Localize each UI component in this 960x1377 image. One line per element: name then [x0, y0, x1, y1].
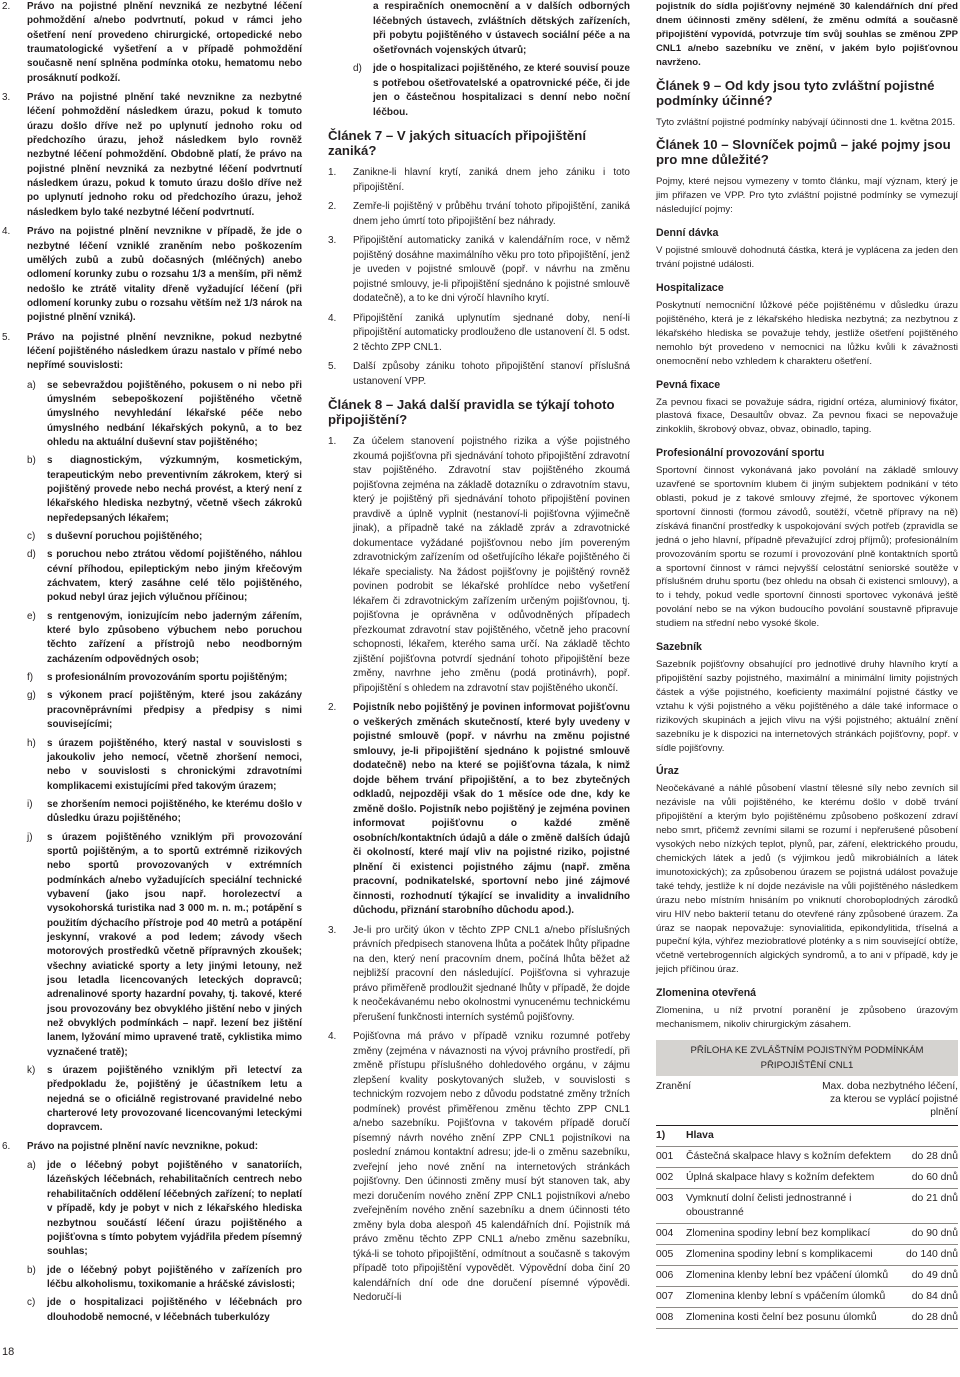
col-header-injury: Zranění: [656, 1080, 692, 1092]
table-row: 007 Zlomenina klenby lební s vpáčením úlomků do 84 dnů: [656, 1287, 958, 1308]
definition-text: Zlomenina, u níž prvotní poranění je způsobeno úrazovým mechanismem, nikoliv chirurgickým zásahem.: [656, 1005, 958, 1031]
art7-clause-3: 3. Připojištění automaticky zaniká v kalendářním roce, v němž pojištěný dosáhne maximálního věku pro toto připojištění, jenž je uveden v pojistné smlouvě (popř. v návrhu na změnu pojistné smlouvy, je-li připojištění sjednáno k pojistné smlouvě dodatečně), a to ke dni výročí hlavního krytí.: [328, 235, 630, 304]
definition-text: Poskytnutí nemocniční lůžkové péče pojištěnému v důsledku úrazu pojištěného, která je z lékařského hlediska nezbytná; za nezbytnou z lékařského hlediska se považuje tehdy, jestliže ošetření pojištěného nemohlo být provedeno v nemocnici na lůžku kvůli k závažnosti onemocnění nebo vzhledem k charakteru ošetření.: [656, 299, 958, 367]
art8-clause-2: 2. Pojistník nebo pojištěný je povinen informovat pojišťovnu o veškerých změnách skutečností, které byly uvedeny v pojistné smlouvě (popř. v návrhu na změnu pojistné smlouvy, je-li připojištění sjednáno k pojistné smlouvě dodatečně) nebo na které se pojišťovna tázala, k nimž dojde během trvání připojištění, a to bez zbytečných odkladů, nejpozději však do 1 měsíce ode dne, kdy ke změně došlo. Pojistník nebo pojištěný je zejména povinen informovat pojišťovnu o každé změně osobních/kontaktních údajů a dále o změně dalších údajů či okolností, které mají vliv na pojistné riziko, pojistné plnění či existenci pojistného zájmu (např. změna pracovní, podnikatelské, sportovní nebo jiné zájmové činnosti, rozhodnutí týkající se invalidity a invalidního důchodu, přiznání starobního důchodu apod.).: [328, 702, 630, 916]
clause-5: 5. Právo na pojistné plnění nevznikne, pokud nezbytné léčení pojištěného následkem úrazu nastalo v přímé nebo nepřímé souvislosti:: [2, 331, 302, 372]
clause-5a: a) se sebevraždou pojištěného, pokusem o ni nebo při úmyslném sebepoškození pojištěného včetně úmyslného nevyhledání lékařské péče nebo úmyslného nedbání lékařských pokynů, a to bez ohledu na aktuální duševní stav pojištěného;: [27, 379, 302, 448]
art8-clause-4: 4. Pojišťovna má právo v případě vzniku rozumné potřeby změny (zejména v návaznosti na vývoj právního prostředí, při změně přístupu příslušného dohledového orgánu, v zájmu zlepšení kvality poskytovaných služeb, v souvislosti s technickým rozvojem nebo z důvodu podstatné změny tržních podmínek) provést přiměřenou změnu těchto ZPP CNL1 a/nebo sazebníku. Pojišťovna v takovém případě doručí písemný návrh nového znění ZPP CNL1 pojistníkovi na poslední známou kontaktní adresu; jde-li o změnu sazebníku, zveřejní jeho nové znění na internetových stránkách pojišťovny. Den účinnosti změny musí být stanoven tak, aby mezi doručením nového znění ZPP CNL1 pojistníkovi a/nebo zveřejněním nového znění sazebníku a dnem účinnosti této změny byla doba alespoň 45 kalendářních dní. Pojistník má právo změnu těchto ZPP CNL1 a/nebo změnu sazebníku, týká-li se tohoto připojištění, odmítnout a současně s takovým případě toto připojištění vypovědět. Výpovědní doba činí 20 kalendářních dní ode dne doručení písemné výpovědi. Nedoručí-li: [328, 1031, 630, 1303]
article-10-intro: Pojmy, které nejsou vymezeny v tomto článku, mají význam, který je jim přiřazen ve VPP. Pro tyto zvláštní pojistné podmínky se vymezují následující pojmy:: [656, 176, 958, 216]
table-row: 005 Zlomenina spodiny lební s komplikacemi do 140 dnů: [656, 1245, 958, 1266]
definition-term: Denní dávka: [656, 227, 719, 240]
clause-5k: k) s úrazem pojištěného vzniklým při letectví za předpokladu že, pojištěný je účastníkem letu a nejedná se o oficiálně registrované pravidelné nebo charterové lety provozované licencovanými leteckými dopravcem.: [27, 1065, 302, 1134]
definition-term: Pevná fixace: [656, 378, 721, 391]
art8-clause-3: 3. Je-li pro určitý úkon v těchto ZPP CNL1 a/nebo příslušných právních předpisech stanovena lhůta a počátek lhůty připadne na den, který není pracovním dnem, počíná lhůta běžet až nejbližší pracovní den následující. Pojišťovna si vyhrazuje právo přiměřeně prodloužit sjednané lhůty v případě, že dojde k neočekávanému nebo okolnostmi vynucenému technickému přerušení funkčnosti interních systémů pojišťovny.: [328, 924, 630, 1023]
art7-clause-5: 5. Další způsoby zániku tohoto připojištění stanoví příslušná ustanovení VPP.: [328, 361, 630, 387]
table-row: 002 Úplná skalpace hlavy s kožním defektem do 60 dnů: [656, 1168, 958, 1189]
clause-6c: c) jde o hospitalizaci pojištěného v léčebnách pro dlouhodobě nemocné, v léčebnách tuberkulózy: [27, 1297, 302, 1323]
table-group-row: 1) Hlava: [656, 1125, 958, 1147]
art7-clause-4: 4. Připojištění zaniká uplynutím sjednané doby, není-li připojištění automaticky prodlouženo dle ustanovení čl. 5 odst. 2 těchto ZPP CNL1.: [328, 312, 630, 353]
definition-text: Za pevnou fixaci se považuje sádra, rigidní ortéza, aluminiový fixátor, plastová fixace, Desaultův obvaz. Za pevnou fixaci se nepovažuje zinkoklih, škrobový obvaz, obvaz, obinadlo, taping.: [656, 396, 958, 436]
definition-term: Hospitalizace: [656, 281, 724, 294]
article-9-heading: Článek 9 – Od kdy jsou tyto zvláštní pojistné podmínky účinné?: [656, 77, 935, 108]
table-row: 006 Zlomenina klenby lební bez vpáčení úlomků do 49 dnů: [656, 1266, 958, 1287]
clause-5e: e) s rentgenovým, ionizujícím nebo jaderným zářením, které bylo způsobeno výbuchem nebo poruchou těchto zařízení a přístrojů nebo neodborným zacházením odpovědných osob;: [27, 610, 302, 665]
clause-5j: j) s úrazem pojištěného vzniklým při provozování sportů pojištěným, a to sportů extrémně rizikových nebo sportů provozovaných v extrémních podmínkách a/nebo vyžadujících speciální technické vybavení (jako jsou např. horolezectví a vysokohorská turistika nad 3 000 m. n. m.; potápění s použitím dýchacího přístroje pod 40 metrů a potápění jeskynní, vrakové a pod ledem; závody všech motorových prostředků včetně přípravných zkoušek; všechny aviatické sporty a lety jinými letouny, než jsou letadla licencovaných leteckých dopravců; adrenalinové sporty hazardní povahy, tj. takové, které jsou provozovány bez obvyklého jištění nebo v jiných než obvyklých podmínkách – např. lezení bez jištění lanem, lyžování mimo upravené tratě, cyklistika mimo vyznačené tratě);: [27, 831, 302, 1058]
definition-text: Sazebník pojišťovny obsahující pro jednotlivé druhy hlavního krytí a připojištění sazby pojistného, maximální a minimální limity pojistných částek a výše pojistného, koeficienty maximální pojistné částky ve vztahu k výši pojistného a věku pojištěného a dále také informace o rizikových skupinách a jejich vlivu na výši pojistného; aktuální znění sazebníku je k dispozici na internetových stránkách pojišťovny, popř. v sídle pojišťovny.: [656, 659, 958, 754]
article-8-heading: Článek 8 – Jaká další pravidla se týkají tohoto připojištění?: [328, 397, 615, 427]
clause-6d: d) jde o hospitalizaci pojištěného, ze které souvisí pouze s potřebou ošetřovatelské a opatrovnické péče, či jde jen o částečnou hospitalizaci s denní nebo noční léčbou.: [353, 63, 630, 118]
art8-clause-1: 1. Za účelem stanovení pojistného rizika a výše pojistného zkoumá pojišťovna při sjednávání tohoto připojištění zdravotní stav pojištěného. Zdravotní stav pojištěného zkoumá pojišťovna zejména na základě dotazníku o zdravotním stavu, který je pojištěný při sjednávání tohoto připojištění povinen pravdivě a úplně vyplnit (nestanoví-li pojišťovna výjimečně jinak), a případně také na základě zpráv a zdravotnické dokumentace vyžádané pojišťovnou nebo jím povereným zdravotnickým zařízením od ošetřujícího lékaře pojištěného či lékaře specialisty. Na žádost pojišťovny je pojištěný rovněž povinen podrobit se lékařské prohlídce nebo vyšetření lékařem či zdravotnickým zařízením určeným pojišťovnou, tj. pojišťovna je oprávněna v odůvodněných případech přezkoumat zdravotní stav pojištěného, včetně jeho pracovní schopnosti, lékařem, kterého sama určí. Na základě těchto zjištění pojišťovna potvrdí sjednání tohoto připojištění beze změny, navrhne jeho změnu (podá protinávrh), popř. připojištění s ohledem na zdravotní stav pojištěného ukončí.: [328, 436, 630, 694]
article-7-heading: Článek 7 – V jakých situacích připojištění zaniká?: [328, 128, 586, 158]
definition-text: V pojistné smlouvě dohodnutá částka, která je vyplácena za jeden den trvání pojistné události.: [656, 245, 958, 271]
clause-2: 2. Právo na pojistné plnění nevzniká ze nezbytné léčení pohmoždění a/nebo podvrtnutí, pokud v rámci jeho ošetření není provedeno chirurgické, ortopedické nebo traumatologické vyšetření a v případě pohmoždění současně není splněna podmínka otoku, hematomu nebo prosáknutí podkoží.: [2, 1, 302, 84]
clause-5h: h) s úrazem pojištěného, který nastal v souvislosti s jakoukoliv jeho nemocí, včetně zhoršení nemoci, nebo v souvislosti s chronickými zdravotními komplikacemi existujícími před takovým úrazem;: [27, 737, 302, 792]
annex-table-header: [656, 1080, 958, 1119]
art7-clause-1: 1. Zanikne-li hlavní krytí, zaniká dnem jeho zániku i toto připojištění.: [328, 167, 630, 193]
clause-5i: i) se zhoršením nemoci pojištěného, ke kterému došlo v důsledku úrazu pojištěného;: [27, 798, 302, 825]
table-row: 008 Zlomenina kosti čelní bez posunu úlomků do 28 dnů: [656, 1308, 958, 1329]
clause-3: 3. Právo na pojistné plnění také nevznikne za nezbytné léčení pohmoždění následkem úrazu, pokud k tomuto úrazu došlo dříve než po uplynutí jednoho roku od předchozího úrazu, jehož následkem bylo rovněž nezbytné léčení pohmoždění. Obdobně platí, že právo na pojistné plnění nevzniká za nezbytné léčení podvrtnutí následkem úrazu, pokud k tomuto úrazu došlo dříve než po uplynutí jednoho roku od předchozího úrazu, jehož následkem bylo také nezbytné léčení podvrtnutí.: [2, 92, 302, 218]
clause-5c: c) s duševní poruchou pojištěného;: [27, 531, 203, 543]
clause-6a: a) jde o léčebný pobyt pojištěného v sanatoriích, lázeňských léčebnách, rehabilitačních centrech nebo rehabilitačních oddělení léčebných zařízení; to neplatí v případě, kdy je pobyt v nich z lékařského hlediska nezbytnou součástí léčení úrazu pojištěného a pojišťovna s tímto pobytem vyjádřila předem písemný souhlas;: [27, 1160, 302, 1258]
clause-5f: f) s profesionálním provozováním sportu pojištěným;: [27, 672, 288, 684]
column-middle: [328, 0, 630, 1311]
clause-6b: b) jde o léčebný pobyt pojištěného v zařízeních pro léčbu alkoholismu, toxikomanie a hráčské závislosti;: [27, 1264, 302, 1290]
art7-clause-2: 2. Zemře-li pojištěný v průběhu trvání tohoto připojištění, zaniká dnem jeho úmrtí toto připojištění bez náhrady.: [328, 201, 630, 227]
clause-5b: b) s diagnostickým, výzkumným, kosmetickým, terapeutickým nebo preventivním zákrokem, který si pojištěný provede nebo nechá provést, a který není z lékařského hlediska nezbytný, včetně všech zákroků nepředepsaných lékařem;: [27, 455, 302, 524]
article-10-heading: Článek 10 – Slovníček pojmů – jaké pojmy jsou pro mne důležité?: [656, 137, 951, 168]
table-row: 001 Částečná skalpace hlavy s kožním defektem do 28 dnů: [656, 1147, 958, 1168]
clause-6c-continued: a respiračních onemocnění a v dalších odborných léčebných ústavech, zvláštních dětských zařízeních, při pobytu pojištěného v ústavech sociální péče a na ošetřovnách vojenských útvarů;: [373, 1, 630, 56]
table-row: 003 Vymknutí dolní čelisti jednostranné i oboustranné do 21 dnů: [656, 1189, 958, 1224]
clause-4: 4. Právo na pojistné plnění nevznikne v případě, že jde o nezbytné léčení vzniklé zraněním nebo poškozením umělých zubů a zubů dočasných (mléčných) anebo odlomení korunky zubu o rozsahu 1/3 a menším, při němž nedošlo ke ztrátě vitality dřeně vyžadující léčení (při odlomení korunky zubu o rozsahu větším než 1/3 nárok na pojistné plnění vzniká).: [2, 226, 302, 324]
art8-clause-4-continued: pojistník do sídla pojišťovny nejméně 30 kalendářních dní před dnem účinnosti změny sdělení, že změnu odmítá a současně připojištění vypovídá, potvrzuje tím svůj souhlas se změnou ZPP CNL1 a/nebo sazebníku ve znění, v jakém bylo pojišťovnou navrženo.: [656, 1, 958, 68]
annex-title: PŘÍLOHA KE ZVLÁŠTNÍM POJISTNÝM PODMÍNKÁM PŘIPOJIŠTĚNÍ CNL1: [656, 1040, 958, 1076]
page-number: 18: [2, 1346, 15, 1358]
column-right: [656, 0, 958, 1329]
clause-5d: d) s poruchou nebo ztrátou vědomí pojištěného, náhlou cévní příhodou, epileptickým nebo jiným křečovým záchvatem, který zasáhne celé tělo pojištěného, pokud nebyl úraz jejich výlučnou příčinou;: [27, 549, 302, 604]
clause-5g: g) s výkonem prací pojištěným, které jsou zakázány pracovněprávními předpisy a předpisy s nimi souvisejícími;: [27, 690, 302, 731]
clause-6: 6. Právo na pojistné plnění navíc nevznikne, pokud:: [2, 1140, 259, 1152]
col-header-max-duration: Max. doba nezbytného léčení, za kterou se vyplácí pojistné plnění: [822, 1080, 958, 1118]
definition-term: Profesionální provozování sportu: [656, 447, 825, 460]
article-9-text: Tyto zvláštní pojistné podmínky nabývají účinnosti dne 1. května 2015.: [656, 116, 956, 128]
table-row: 004 Zlomenina spodiny lební bez komplikací do 90 dnů: [656, 1224, 958, 1245]
definition-term: Sazebník: [656, 641, 702, 654]
definition-term: Zlomenina otevřená: [656, 987, 757, 1000]
definition-term: Úraz: [656, 765, 679, 778]
column-left: [2, 0, 302, 1329]
definition-text: Neočekávané a náhlé působení vlastní tělesné síly nebo zevních sil nezávisle na vůli pojištěného, ke kterému došlo v době trvání připojištění a kterým bylo pojištěnému způsobeno poškození zdraví nebo smrt, přičemž zevními silami se rozumí i nepřerušené působení vysokých nebo nízkých teplot, plynů, par, záření, elektrického proudu, chemických látek a jedů (s výjimkou jedů mikrobiálních a látek imunotoxických); za způsobenou úrazem se pojistná událost považuje také tehdy, jestliže k ní dojde nezávisle na vůli pojištěného následkem úrazu nebo místním hnisáním po vniknutí choroboplodných zárodků viru HIV nebo bakterií tetanu do otevřené rány způsobené úrazem. Za úraz se naopak nepovažuje: synovialitida, epikondylitida, tříselná a pupeční kýla, výhřez meziobratlové ploténky a s nim související obtíže, včetně vertebrogenních algických syndromů, a to ani v případě, kdy je jejich příčinou úraz.: [656, 783, 958, 976]
definition-text: Sportovní činnost vykonávaná jako povolání na základě smlouvy uzavřené se sportovním klubem či jiným subjektem podnikání v této oblasti, pokud je z takové smlouvy zřejmé, že sportovec výkonem sportovní činnosti (formou závodů, soutěží, včetně přípravy na ně) získává finanční prostředky k uspokojování svých potřeb (zpravidla se jedná o jeho hlavní, případně převažující zdroj příjmů); profesionálním provozováním sportu se rozumí i provozování plně kontaktních sportů a sportovní činnost v rámci nejvyšší celostátní seniorské soutěže v příslušném druhu sportu (bez ohledu na obsah či existenci smlouvy), a to i tehdy, pokud vedle sportovní činnosti sportovec vykonává ještě povolání nebo se na výkon budoucího povolání soustavně připravuje studiem na střední nebo vysoké škole.: [656, 465, 958, 630]
